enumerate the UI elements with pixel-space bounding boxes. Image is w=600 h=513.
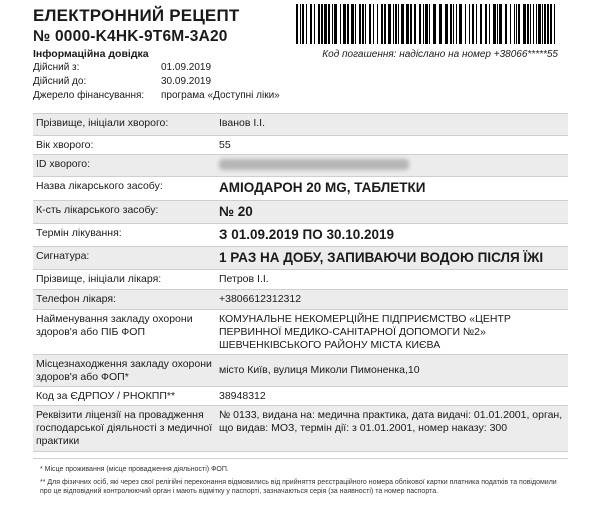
barcode-bar	[343, 4, 346, 44]
barcode-bar	[505, 4, 507, 44]
barcode-bar	[518, 4, 520, 44]
barcode-bar	[395, 4, 397, 44]
barcode-bar	[472, 4, 474, 44]
barcode-bar	[300, 4, 301, 44]
row-value: 38948312	[219, 390, 266, 402]
barcode-bar	[547, 4, 549, 44]
row-medication-quantity	[33, 201, 568, 224]
barcode-bar	[514, 4, 515, 44]
info-value: 01.09.2019	[161, 62, 212, 73]
row-value: Іванов І.І.	[219, 117, 266, 129]
barcode-bar	[347, 4, 349, 44]
barcode-bar	[365, 4, 366, 44]
barcode-bar	[393, 4, 394, 44]
info-title: Інформаційна довідка	[33, 48, 149, 60]
row-treatment-period	[33, 224, 568, 247]
barcode-bar	[318, 4, 320, 44]
barcode-bar	[550, 4, 552, 44]
barcode-bar	[445, 4, 448, 44]
row-patient-age	[33, 136, 568, 155]
row-label: Найменування закладу охорони здоров'я або ПІБ ФОП	[36, 313, 193, 338]
barcode-bar	[425, 4, 428, 44]
barcode-bar	[429, 4, 430, 44]
barcode-bar	[310, 4, 312, 44]
barcode-bar	[465, 4, 466, 44]
barcode-bar	[516, 4, 517, 44]
row-label: Код за ЄДРПОУ / РНОКПП**	[36, 390, 176, 402]
row-medication-name	[33, 177, 568, 201]
row-label: Сигнатура:	[36, 250, 90, 262]
barcode-bar	[489, 4, 490, 44]
info-row-valid-to	[33, 76, 212, 87]
barcode-bar	[381, 4, 383, 44]
barcode-bar	[544, 4, 546, 44]
barcode-bar	[476, 4, 477, 44]
row-doctor-phone	[33, 290, 568, 310]
barcode-bar	[328, 4, 330, 44]
info-label: Дійсний з:	[33, 62, 80, 73]
info-row-funding-source	[33, 90, 280, 101]
barcode-bar	[439, 4, 442, 44]
barcode-bar	[453, 4, 454, 44]
row-facility-location	[33, 355, 568, 387]
barcode-bar	[324, 4, 327, 44]
barcode-bar	[332, 4, 333, 44]
barcode-bar	[459, 4, 462, 44]
row-facility-name	[33, 310, 568, 355]
info-row-valid-from	[33, 62, 212, 73]
row-label: Назва лікарського засобу:	[36, 180, 163, 192]
barcode-bar	[401, 4, 404, 44]
row-label: Телефон лікаря:	[36, 293, 116, 305]
barcode-bar	[306, 4, 307, 44]
barcode-bar	[533, 4, 534, 44]
row-label: Реквізити ліцензії на провадження господарської діяльності з медичної практики	[36, 409, 213, 447]
redacted-id-blur	[219, 159, 409, 170]
prescription-table	[33, 113, 568, 452]
barcode-bar	[369, 4, 371, 44]
row-value: КОМУНАЛЬНЕ НЕКОМЕРЦІЙНЕ ПІДПРИЄМСТВО «ЦЕНТР ПЕРВИННОЇ МЕДИКО-САНІТАРНОЇ ДОПОМОГИ №2» ШЕВЧЕНКІВСЬКОГО РАЙОНУ МІСТА КИЄВА	[219, 313, 511, 351]
footnote-residence: * Місце проживання (місце провадження діяльності) ФОП.	[40, 466, 229, 473]
barcode-bar	[536, 4, 537, 44]
row-label: Місцезнаходження закладу охорони здоров'я або ФОП*	[36, 357, 212, 383]
barcode-bar	[398, 4, 399, 44]
barcode-bar	[493, 4, 496, 44]
info-label: Джерело фінансування:	[33, 90, 145, 101]
info-label: Дійсний до:	[33, 76, 87, 87]
barcode-bar	[414, 4, 416, 44]
document-title: ЕЛЕКТРОННИЙ РЕЦЕПТ	[33, 6, 240, 25]
barcode-bar	[499, 4, 502, 44]
prescription-number: № 0000-K4HK-9T6M-3A20	[33, 28, 228, 45]
barcode-bar	[321, 4, 323, 44]
barcode-bar	[423, 4, 424, 44]
barcode-bar	[362, 4, 364, 44]
barcode-bar	[542, 4, 543, 44]
barcode-bar	[510, 4, 511, 44]
footnote-divider	[33, 458, 568, 459]
barcode-bar	[351, 4, 354, 44]
row-value: № 0133, видана на: медична практика, дата видачі: 01.01.2001, орган, що видав: МОЗ, термін дії: з 01.01.2001, номер наказу: 300	[219, 409, 563, 434]
row-label: Прізвище, ініціали лікаря:	[36, 273, 162, 285]
barcode-bar	[450, 4, 452, 44]
barcode-bar	[480, 4, 482, 44]
barcode-bar	[530, 4, 531, 44]
barcode-bar	[523, 4, 526, 44]
barcode-bar	[384, 4, 386, 44]
row-value: місто Київ, вулиця Миколи Пимоненка,10	[219, 364, 420, 376]
barcode-bar	[302, 4, 304, 44]
row-label: ID хворого:	[36, 158, 91, 170]
row-label: Вік хворого:	[36, 139, 94, 151]
barcode	[296, 4, 558, 44]
row-patient-name	[33, 114, 568, 136]
row-license-details	[33, 406, 568, 452]
barcode-bar	[485, 4, 487, 44]
barcode-bar	[419, 4, 421, 44]
barcode-bar	[359, 4, 361, 44]
row-value: № 20	[219, 204, 253, 219]
row-value: АМІОДАРОН 20 MG, ТАБЛЕТКИ	[219, 180, 426, 195]
barcode-bar	[355, 4, 356, 44]
barcode-bar	[373, 4, 374, 44]
row-value: +3806612312312	[219, 293, 302, 305]
redemption-code-note: Код погашення: надіслано на номер +38066*****55	[322, 49, 558, 60]
barcode-bar	[538, 4, 541, 44]
row-label: К-сть лікарського засобу:	[36, 204, 159, 216]
barcode-bar	[469, 4, 470, 44]
info-value: програма «Доступні ліки»	[161, 90, 280, 101]
barcode-bar	[433, 4, 436, 44]
barcode-bar	[296, 4, 298, 44]
barcode-bar	[497, 4, 498, 44]
row-patient-id	[33, 155, 568, 177]
row-label: Прізвище, ініціали хворого:	[36, 117, 169, 129]
barcode-bar	[527, 4, 529, 44]
row-signature-dosage	[33, 247, 568, 270]
row-value: 1 РАЗ НА ДОБУ, ЗАПИВАЮЧИ ВОДОЮ ПІСЛЯ ЇЖІ	[219, 250, 544, 265]
barcode-bar	[334, 4, 337, 44]
row-value: Петров І.І.	[219, 273, 269, 285]
row-edrpou-code	[33, 387, 568, 406]
barcode-bar	[314, 4, 315, 44]
row-doctor-name	[33, 270, 568, 290]
barcode-bar	[554, 4, 555, 44]
row-value: 55	[219, 139, 231, 151]
row-label: Термін лікування:	[36, 227, 122, 239]
info-value: 30.09.2019	[161, 76, 212, 87]
row-value: З 01.09.2019 ПО 30.10.2019	[219, 227, 395, 242]
footnote-tax-number: ** Для фізичних осіб, які через свої релігійні переконання відмовились від прийняття реєстраційного номера облікової картки платника податків та повідомили про це відповідний контролюючий орган і мають відмітку у паспорті, зазначаються серія (за наявності) та номер паспорта.	[40, 479, 557, 495]
barcode-bar	[388, 4, 391, 44]
barcode-bar	[406, 4, 409, 44]
row-value	[216, 155, 568, 176]
barcode-bar	[340, 4, 341, 44]
barcode-bar	[410, 4, 412, 44]
barcode-bar	[456, 4, 457, 44]
barcode-bar	[377, 4, 378, 44]
